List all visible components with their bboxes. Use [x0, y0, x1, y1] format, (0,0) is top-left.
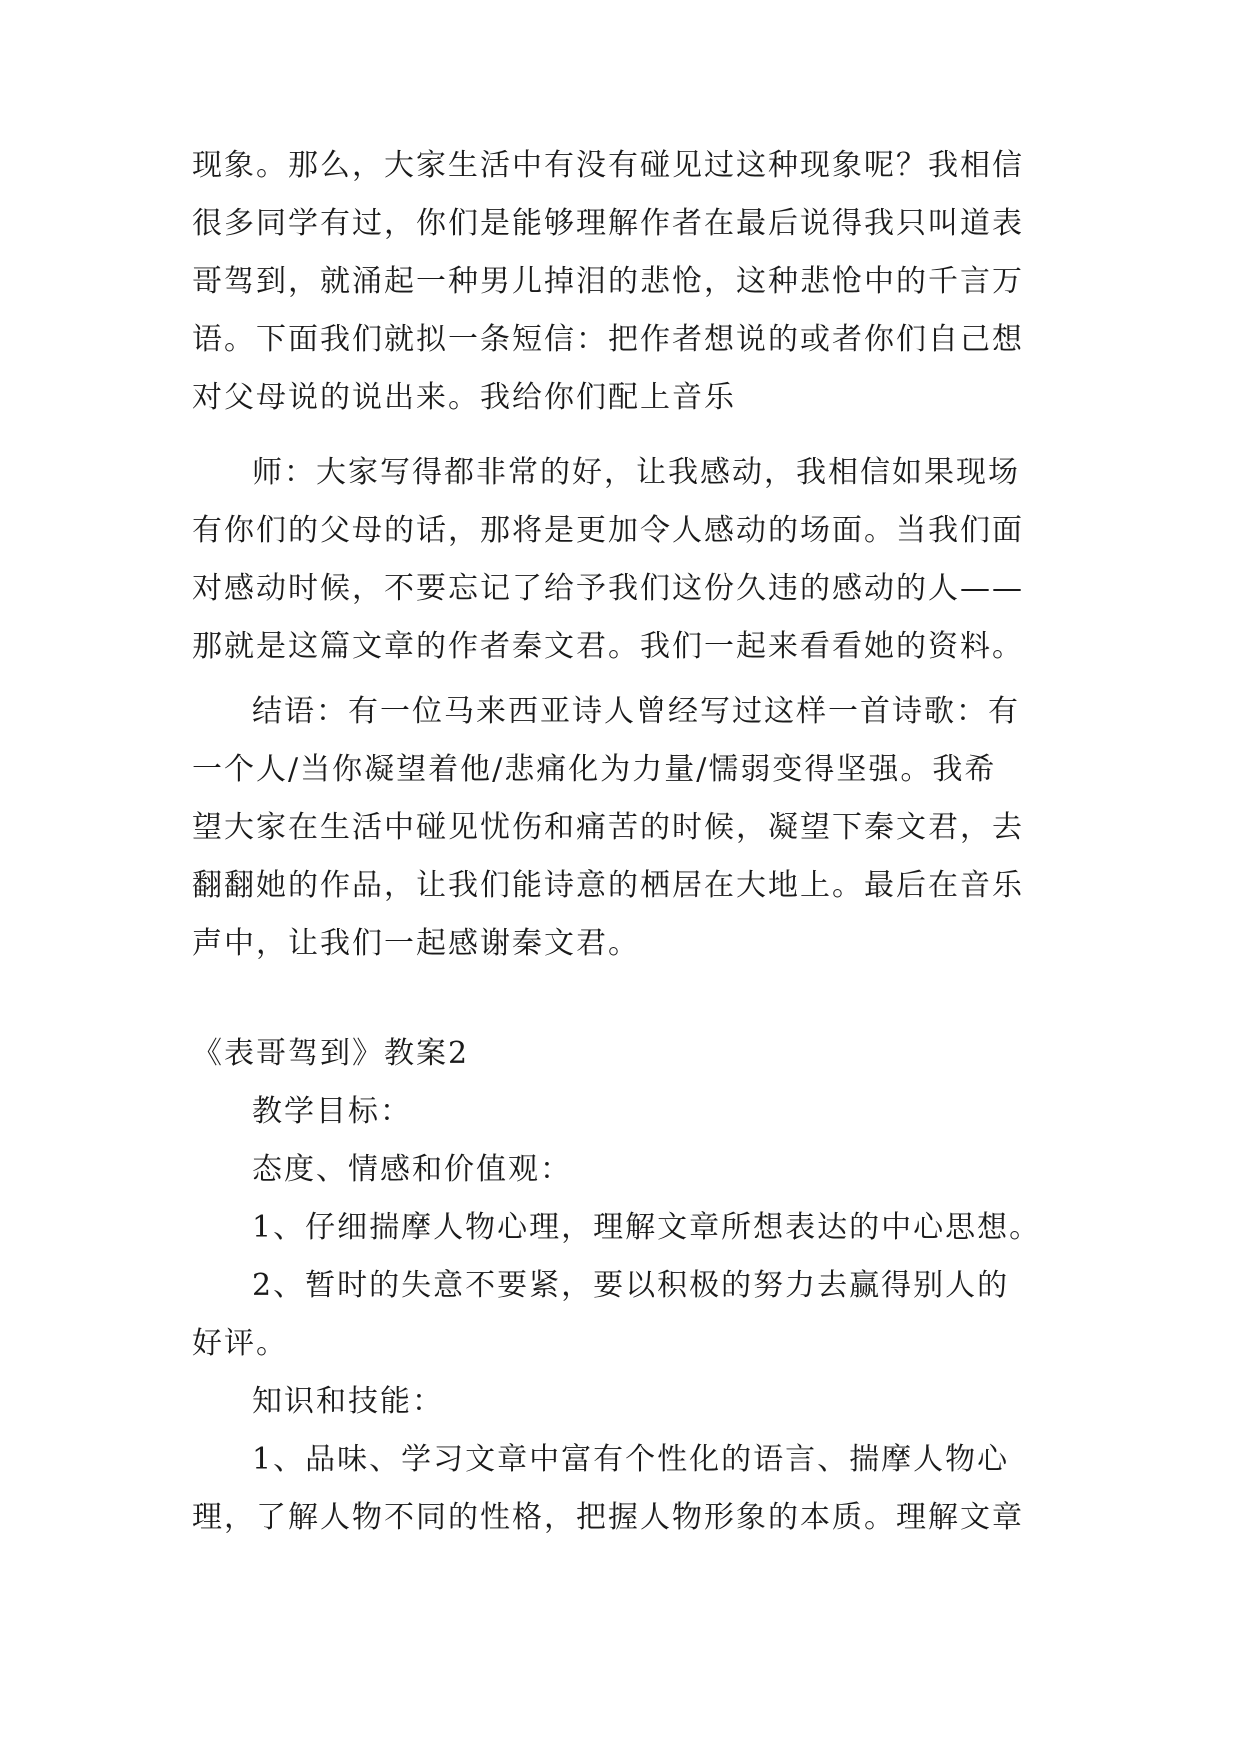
text-line: 那就是这篇文章的作者秦文君。我们一起来看看她的资料。	[192, 629, 1024, 664]
paragraph-teacher	[192, 444, 1052, 676]
goals-heading: 教学目标：	[252, 1094, 412, 1129]
text-line: 有你们的父母的话，那将是更加令人感动的场面。当我们面	[192, 513, 1024, 548]
paragraph-conclusion	[192, 683, 1052, 973]
paragraph-continuation	[192, 137, 1052, 427]
text-line: 现象。那么，大家生活中有没有碰见过这种现象呢？我相信	[192, 148, 1024, 183]
skills-item-1: 1、品味、学习文章中富有个性化的语言、揣摩人物心	[252, 1442, 1010, 1477]
text-line: 对父母说的说出来。我给你们配上音乐	[192, 380, 736, 415]
text-line: 一个人/当你凝望着他/悲痛化为力量/懦弱变得坚强。我希	[192, 752, 997, 787]
skills-heading: 知识和技能：	[252, 1384, 444, 1419]
text-line: 师：大家写得都非常的好，让我感动，我相信如果现场	[252, 455, 1020, 490]
text-line: 翻翻她的作品，让我们能诗意的栖居在大地上。最后在音乐	[192, 868, 1024, 903]
text-line: 哥驾到，就涌起一种男儿掉泪的悲怆，这种悲怆中的千言万	[192, 264, 1024, 299]
teaching-goals	[192, 1083, 1052, 1547]
text-line: 很多同学有过，你们是能够理解作者在最后说得我只叫道表	[192, 206, 1024, 241]
text-line: 对感动时候，不要忘记了给予我们这份久违的感动的人——	[192, 571, 1024, 606]
text-line: 望大家在生活中碰见忧伤和痛苦的时候，凝望下秦文君，去	[192, 810, 1024, 845]
attitude-item-2: 2、暂时的失意不要紧，要以积极的努力去赢得别人的	[252, 1268, 1010, 1303]
attitude-item-2-cont: 好评。	[192, 1326, 288, 1361]
section-title-block	[192, 1025, 1052, 1083]
text-line: 结语：有一位马来西亚诗人曾经写过这样一首诗歌：有	[252, 694, 1020, 729]
text-line: 语。下面我们就拟一条短信：把作者想说的或者你们自己想	[192, 322, 1024, 357]
attitude-heading: 态度、情感和价值观：	[252, 1152, 572, 1187]
text-line: 声中，让我们一起感谢秦文君。	[192, 926, 640, 961]
section-title: 《表哥驾到》教案2	[192, 1036, 470, 1071]
attitude-item-1: 1、仔细揣摩人物心理，理解文章所想表达的中心思想。	[252, 1210, 1042, 1245]
skills-item-1-cont: 理，了解人物不同的性格，把握人物形象的本质。理解文章	[192, 1500, 1024, 1535]
